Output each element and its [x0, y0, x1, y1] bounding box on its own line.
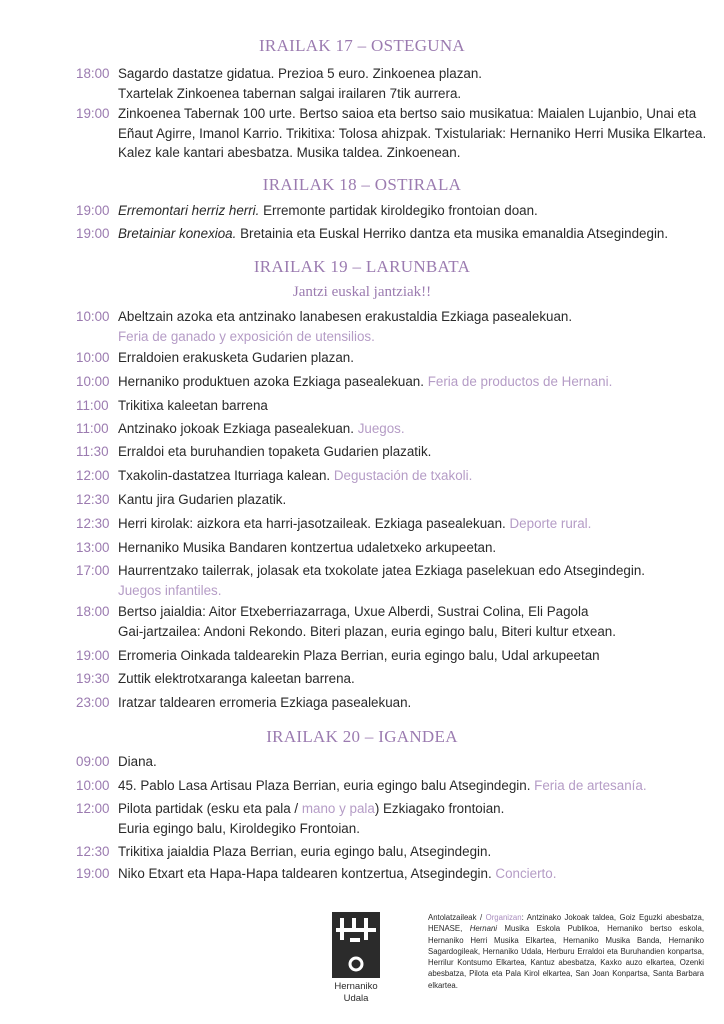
event-time: 12:00	[76, 468, 110, 483]
event-text: Abeltzain azoka eta antzinako lanabesen erakustaldia Ezkiaga pasealekuan.	[118, 309, 573, 324]
event-time: 12:30	[76, 516, 110, 531]
event-time: 10:00	[76, 778, 110, 793]
day-heading-19: IRAILAK 19 – LARUNBATA	[253, 257, 471, 276]
event-text: Trikitixa jaialdia Plaza Berrian, euria egingo balu, Atsegindegin.	[118, 844, 492, 859]
event-text	[118, 419, 706, 439]
event-row	[76, 419, 706, 439]
event-row	[76, 224, 706, 244]
event-text: Hernaniko Musika Bandaren kontzertua udaletxeko arkupeetan.	[118, 540, 497, 555]
event-description: Bretainia eta Euskal Herriko dantza eta musika emanaldia Atsegindegin.	[236, 226, 669, 241]
event-text-continued: Kalez kale kantari abesbatza. Musika taldea. Zinkoenean.	[118, 145, 461, 160]
event-text-continued: Euria egingo balu, Kiroldegiko Frontoian.	[118, 820, 360, 836]
event-text	[118, 466, 706, 486]
event-row	[76, 514, 706, 534]
event-row	[76, 799, 706, 838]
event-row	[76, 752, 706, 772]
event-text-spanish: mano y pala	[301, 801, 375, 816]
event-time: 18:00	[76, 604, 110, 619]
event-description: Antzinako jokoak Ezkiaga pasealekuan.	[118, 421, 358, 436]
event-time: 19:00	[76, 648, 110, 663]
event-text-continued: Eñaut Agirre, Imanol Karrio. Trikitixa: Tolosa ahizpak. Txistulariak: Hernaniko Herri Musika Elkartea.	[118, 125, 707, 141]
event-time: 11:30	[76, 444, 109, 459]
organizers-list-italic: Hernani	[469, 924, 498, 934]
event-text	[118, 776, 706, 796]
event-title: Bretainiar konexioa.	[118, 226, 237, 241]
event-row	[76, 776, 706, 796]
event-row	[76, 490, 706, 510]
event-text-spanish: Deporte rural.	[509, 516, 592, 531]
event-description: Erremonte partidak kiroldegiko frontoian doan.	[259, 203, 538, 218]
event-text: Zuttik elektrotxaranga kaleetan barrena.	[118, 671, 355, 686]
event-row	[76, 372, 706, 392]
event-description: Pilota partidak (esku eta pala /	[118, 801, 302, 816]
event-text: Haurrentzako tailerrak, jolasak eta txokolate jatea Ezkiaga paselekuan edo Atsegindegin.	[118, 563, 646, 578]
event-row	[76, 602, 706, 641]
event-time: 13:00	[76, 540, 110, 555]
event-text: Kantu jira Gudarien plazatik.	[118, 492, 287, 507]
event-time: 12:30	[76, 492, 110, 507]
event-time: 19:00	[76, 866, 110, 881]
event-time: 12:00	[76, 801, 110, 816]
event-row	[76, 466, 706, 486]
event-description: 45. Pablo Lasa Artisau Plaza Berrian, euria egingo balu Atsegindegin.	[118, 778, 535, 793]
event-text: Iratzar taldearen erromeria Ezkiaga pasealekuan.	[118, 695, 412, 710]
event-time: 10:00	[76, 350, 110, 365]
organizers-label-spanish: Organizan	[485, 913, 522, 922]
event-text	[118, 514, 706, 534]
event-time: 10:00	[76, 374, 110, 389]
day-heading-17: IRAILAK 17 – OSTEGUNA	[258, 36, 466, 55]
organizers-credits	[428, 912, 704, 991]
day-heading-18: IRAILAK 18 – OSTIRALA	[262, 175, 462, 194]
event-time: 23:00	[76, 695, 110, 710]
event-time: 19:00	[76, 226, 110, 241]
day-subtitle: Jantzi euskal jantziak!!	[292, 284, 432, 300]
event-text: Bertso jaialdia: Aitor Etxeberriazarraga, Uxue Alberdi, Sustrai Colina, Eli Pagola	[118, 604, 589, 619]
event-description: ) Ezkiagako frontoian.	[374, 801, 505, 816]
event-text	[118, 799, 706, 819]
event-row	[76, 307, 706, 346]
event-time: 11:00	[76, 398, 109, 413]
event-description: Herri kirolak: aizkora eta harri-jasotzaileak. Ezkiaga pasealekuan.	[118, 516, 510, 531]
event-text-spanish: Feria de productos de Hernani.	[427, 374, 613, 389]
event-text-spanish: Juegos.	[357, 421, 405, 436]
event-text	[118, 201, 706, 221]
event-row	[76, 442, 706, 462]
organizers-label: Antolatzaileak /	[428, 913, 486, 922]
event-time: 18:00	[76, 66, 110, 81]
event-title: Erremontari herriz herri.	[118, 203, 260, 218]
event-row	[76, 669, 706, 689]
event-text: Zinkoenea Tabernak 100 urte. Bertso saioa eta bertso saio musikatua: Maialen Lujanbio, Unai eta	[118, 106, 697, 121]
event-text-continued: Gai-jartzailea: Andoni Rekondo. Biteri plazan, euria egingo balu, Biteri kultur etxean.	[118, 623, 616, 639]
event-text-spanish: Degustación de txakoli.	[333, 468, 473, 483]
event-row	[76, 646, 706, 666]
event-description: Niko Etxart eta Hapa-Hapa taldearen kontzertua, Atsegindegin.	[118, 866, 496, 881]
day-heading-20: IRAILAK 20 – IGANDEA	[266, 727, 458, 746]
event-text-spanish: Juegos infantiles.	[118, 582, 222, 598]
event-time: 19:00	[76, 203, 110, 218]
event-time: 10:00	[76, 309, 110, 324]
event-time: 17:00	[76, 563, 110, 578]
event-time: 09:00	[76, 754, 110, 769]
event-text: Trikitixa kaleetan barrena	[118, 398, 268, 413]
event-row	[76, 64, 706, 103]
event-text-spanish: Feria de ganado y exposición de utensilios.	[118, 328, 375, 344]
event-text-spanish: Feria de artesanía.	[534, 778, 647, 793]
event-text	[118, 372, 706, 392]
event-text	[118, 224, 706, 244]
event-text-spanish: Concierto.	[495, 866, 557, 881]
event-text: Erromeria Oinkada taldearekin Plaza Berrian, euria egingo balu, Udal arkupeetan	[118, 648, 600, 663]
event-row	[76, 842, 706, 862]
event-text: Erraldoi eta buruhandien topaketa Gudarien plazatik.	[118, 444, 432, 459]
event-row	[76, 348, 706, 368]
event-time: 12:30	[76, 844, 110, 859]
organizers-list: Musika Eskola Publikoa, Hernaniko bertso eskola, Hernaniko Herri Musika Elkartea, Hernaniko Musika Banda, Hernaniko Sagardogileak, Hernaniko Udala, Herburu Erraldoi eta Buruhandien konpartsa, Herrilur Kontsumo Elkartea, Kantuz abesbatza, Kaxko auzo elkartea, Ozenki abesbatza, Pilota eta Pala Kirol elkartea, San Joan Konpartsa, Santa Barbara elkartea.	[428, 924, 704, 990]
event-text: Sagardo dastatze gidatua. Prezioa 5 euro. Zinkoenea plazan.	[118, 66, 483, 81]
organizers-list: : Antzinako Jokoak taldea, Goiz Eguzki abesbatza, HENASE,	[428, 913, 705, 934]
logo-name-line1: Hernaniko	[334, 981, 378, 992]
logo-name-line2: Udala	[343, 993, 369, 1004]
event-row	[76, 538, 706, 558]
event-row	[76, 396, 706, 416]
event-row	[76, 201, 706, 221]
event-row	[76, 693, 706, 713]
event-time: 19:30	[76, 671, 110, 686]
event-row	[76, 864, 706, 884]
event-text: Diana.	[118, 754, 157, 769]
event-row	[76, 104, 706, 163]
event-description: Hernaniko produktuen azoka Ezkiaga pasealekuan.	[118, 374, 428, 389]
event-description: Txakolin-dastatzea Iturriaga kalean.	[118, 468, 334, 483]
event-text: Erraldoien erakusketa Gudarien plazan.	[118, 350, 354, 365]
event-text-continued: Txartelak Zinkoenea tabernan salgai irailaren 7tik aurrera.	[118, 85, 462, 101]
event-row	[76, 561, 706, 600]
event-time: 19:00	[76, 106, 110, 121]
event-text	[118, 864, 706, 884]
event-time: 11:00	[76, 421, 109, 436]
